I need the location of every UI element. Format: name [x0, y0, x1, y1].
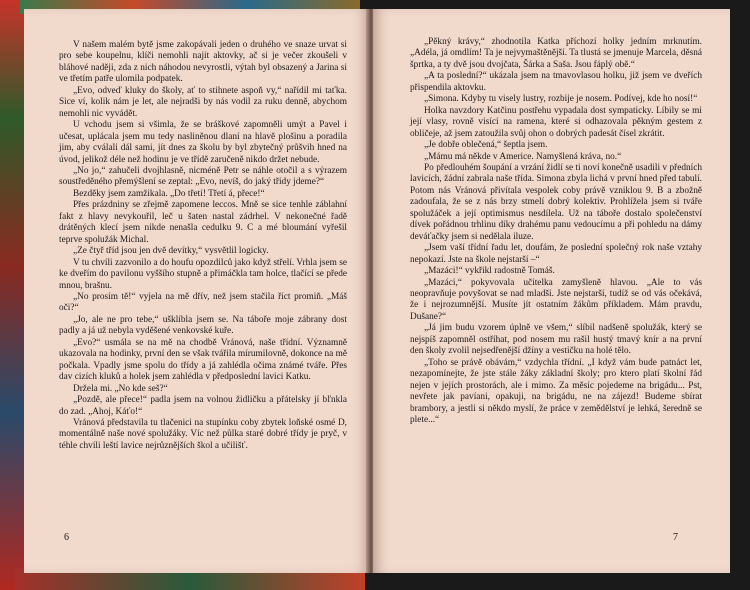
- paragraph: Držela mi. „No kde seš?“: [73, 383, 168, 394]
- paragraph: „Mazáci,“ pokyvovala učitelka zamyšleně hlavou. „Ale to vás neopravňuje povyšovat se nad mladší. Jste nejstarší, tudíž se od vás očekává, že i nejrozumnější. Musíte jít ostatním žákům příkladem. Mám pravdu, Dušane?“: [410, 277, 702, 322]
- paragraph: „Já jim budu vzorem úplně ve všem,“ slíbil nadšeně spolužák, který se nejspíš zapomněl ostříhat, pod nosem mu rašil hustý tmavý knír a na první den školy zvolil nejsedřenější džíny a vestičku na holé tělo.: [410, 323, 702, 357]
- paragraph: „Toho se právě obávám,“ vzdychla třídní. „I když vám bude patnáct let, nezapomínejte, že jste stále žáky základní školy; pro ktero platí školní řád nejen v jejích prostorách, ale i mimo. Za měsíc pojedeme na brigádu... Pst, nevřete jak pavíani, opakuji, na brigádu, ne na zájezd! Budeme sbírat brambory, a jestli si někdo myslí, že práce v zemědělství je lehká, šeredně se plete...“: [410, 357, 702, 425]
- paragraph: „A ta poslední?“ ukázala jsem na tmavovlasou holku, již jsem ve dveřích přispendila aktovku.: [410, 71, 702, 93]
- paragraph: „Evo?“ usmála se na mě na chodbě Vránová, naše třídní. Významně ukazovala na hodinky, první den se však tvářila mírumilovně, dokonce na mě počkala. Vpadly jsme spolu do třídy a já zahlédla očima známé tváře. Přes dav cizích kluků a holek jsem zahlédla v předposlední lavici Katku.: [59, 337, 347, 383]
- paragraph: „Jo, ale ne pro tebe,“ ušklíbla jsem se. Na táboře moje zábrany dost padly a já už nebyla vyděšené venkovské kuře.: [59, 314, 347, 337]
- paragraph: „Evo, odveď kluky do školy, ať to stihnete aspoň vy,“ nařídil mi taťka. Sice ví, kolik nám je let, ale nejradši by nás vodil za ruku denně, abychom nemohli nic vyvádět.: [59, 85, 347, 119]
- paragraph: V tu chvíli zazvonilo a do houfu opozdilců jako když střelí. Vrhla jsem se ke dveřím do pavilonu vyššího stupně a přimáčkla tam holce, tlačící se přede mnou, brašnu.: [59, 257, 347, 291]
- paragraph: „Je dobře oblečená,“ šeptla jsem.: [424, 140, 548, 151]
- paragraph: „Mámu má někde v Americe. Namyšlená kráva, no.“: [424, 151, 622, 162]
- paragraph: U vchodu jsem si všimla, že se bráškové zapomněli umýt a Pavel i učesat, uplácala jsem mu tedy nasliněnou dlaní na hlavě plošinu a poradila jim, aby cválali dál sami, jít dnes za školu by byl zbytečný průšvih hned na úvod, jelikož déle než hodinu je ve třídě zaručeně nikdo držet nebude.: [59, 120, 347, 165]
- paragraph: „Simona. Kdyby tu visely lustry, rozbije je nosem. Podívej, kde ho nosí!“: [424, 94, 698, 105]
- right-page-number: 7: [673, 531, 678, 543]
- paragraph: „No prosím tě!“ vyjela na mě dřív, než jsem stačila říct promiň. „Máš oči?“: [59, 291, 347, 314]
- paragraph: „Mazáci!“ vykřikl radostně Tomáš.: [424, 266, 555, 277]
- right-page-text: [410, 37, 702, 426]
- left-page: [24, 9, 369, 573]
- paragraph: „Jsem vaší třídní řadu let, doufám, že poslední společný rok naše vztahy nepokazí. Jste na škole nejstarší –“: [410, 243, 702, 265]
- paragraph: V našem malém bytě jsme zakopávali jeden o druhého ve snaze urvat si pro sebe koupelnu, klíči nemohli najít aktovky, ač si je večer zkoušeli v bláhové naději, zda z nich náhodou nevyrostli, výtah byl obsazený a Jarina si ve třetím patře ulomila podpatek.: [59, 40, 347, 85]
- paragraph: Po předlouhém šoupání a vrzání židlí se ti noví konečně usadili v předních lavicích, žádní zabrala naše třída. Simona zbyla lichá v první hned před tabulí. Potom nás Vránová přivítala vespolek coby právě vzniklou 9. B a zbožně zadoufala, že se z nás brzy stmelí dobrý kolektiv. Prohlížela jsem si tváře spolužáček a její optimismus nesdílela. Už na táboře dostalo společenství dívek pořádnou trhlinu díky drahému panu vedoucímu a při pohledu na dámy deváťačky jsem si nedělala iluze.: [410, 162, 702, 242]
- paragraph: Přes prázdniny se zřejmě zapomene leccos. Mně se sice tenhle záblahní fakt z hlavy nevykouřil, leč u šaten nastal zádrhel. V nekonečné řadě drátěných klecí jsem nikde nenašla cedulku 9. C a mé bloumání vyřešil teprve spolužák Michal.: [59, 200, 347, 245]
- left-page-text: [59, 40, 347, 452]
- paragraph: „Pěkný krávy,“ zhodnotila Katka příchozí holky jedním mrknutím. „Adéla, já omdlím! Ta je nejvymaštěnější. Ta tlustá se jmenuje Marcela, děsná šprtka, a ty dvě jsou dvojčata, Šárka a Saša. Jsou fáplý obě.“: [410, 37, 702, 70]
- paragraph: Bezděky jsem zamžikala. „Do třetí! Třetí á, přece!“: [73, 188, 265, 199]
- paragraph: „Pozdě, ale přece!“ padla jsem na volnou židličku a přátelsky jí bľnkla do zad. „Ahoj, Káťo!“: [59, 395, 347, 417]
- paragraph: Vránová představila tu tlačenici na stupínku coby zbytek loňské osmé D, momentálně naše nové spolužáky. Víc než půlka staré dobré třídy je pryč, v téhle chvíli leští lavice nejrůznějších škol a učilišť.: [59, 417, 347, 451]
- paragraph: „Ze čtyř tříd jsou jen dvě devítky,“ vysvětlil logicky.: [73, 246, 269, 257]
- paragraph: „No jo,“ zahučeli dvojhlasně, nicméně Petr se náhle otočil a s výrazem soustředěného přemýšlení se zeptal: „Evo, nevíš, do jaký třídy jdeme?“: [59, 165, 347, 188]
- paragraph: Holka navzdory Katčinu postřehu vypadala dost sympaticky. Líbily se mi její vlasy, rovně visící na ramena, které si odhazovala pěkným gestem z obličeje, až jsem zatoužila svůj ohon o dobrých padesát čísel zkrátit.: [410, 105, 702, 139]
- left-page-number: 6: [64, 531, 69, 543]
- right-page: [373, 9, 730, 573]
